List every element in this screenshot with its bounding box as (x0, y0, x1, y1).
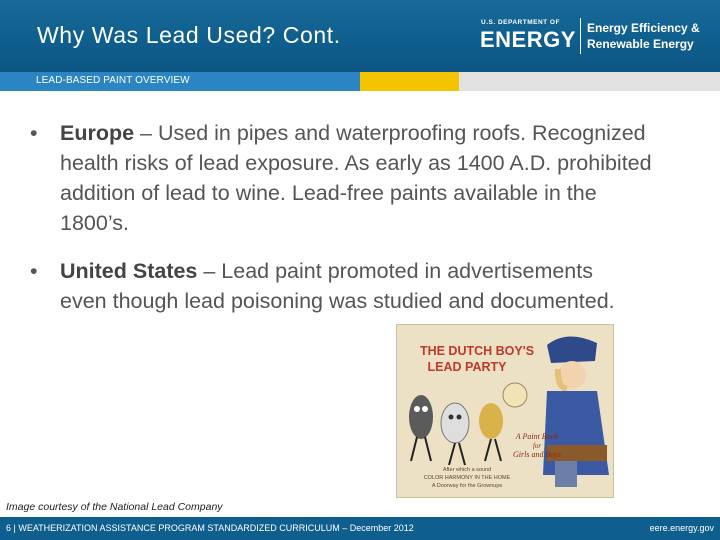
bullet-separator: – (134, 121, 158, 145)
bullet-heading: Europe (60, 121, 135, 145)
bullet-body: Used in pipes and waterproofing roofs. Recognized health risks of lead exposure. As early as 1400 A.D. prohibited addition of lead to wine. Lead-free paints available in the 1800’s. (60, 121, 652, 235)
bullet-text (60, 118, 660, 238)
bullet-text (60, 256, 630, 316)
slide-title: Why Was Lead Used? Cont. (37, 22, 341, 48)
bullet-dot-icon: • (30, 121, 38, 145)
footer-website-text: eere.energy.gov (649, 523, 714, 533)
section-band-yellow (360, 72, 459, 91)
logo-office-line-1: Energy Efficiency & (587, 21, 700, 35)
image-credit: Image courtesy of the National Lead Company (6, 501, 223, 513)
image-subtitle-line-2: for (532, 442, 542, 450)
image-bottom-line-1: After which a sound (442, 467, 492, 473)
bullet-separator: – (197, 259, 222, 283)
bullet-dot-icon: • (30, 259, 38, 283)
logo-department-line: U.S. DEPARTMENT OF (481, 19, 560, 26)
bullet-europe (30, 118, 690, 242)
logo-office-name (587, 20, 700, 52)
footer-bar (0, 517, 720, 540)
image-bottom-line-2: COLOR HARMONY IN THE HOME (423, 475, 511, 481)
doe-eere-logo (480, 16, 710, 60)
dutch-boy-lead-party-image (396, 324, 614, 498)
image-subtitle-line-1: A Paint Book (515, 432, 559, 441)
section-label: LEAD-BASED PAINT OVERVIEW (36, 75, 190, 86)
footer-curriculum-text: 6 | WEATHERIZATION ASSISTANCE PROGRAM STANDARDIZED CURRICULUM – December 2012 (6, 523, 414, 533)
logo-divider (580, 18, 581, 54)
logo-office-line-2: Renewable Energy (587, 37, 694, 51)
section-band-grey (459, 72, 720, 91)
image-title-line-1: THE DUTCH BOY'S (419, 344, 535, 358)
image-title-line-2: LEAD PARTY (427, 360, 507, 374)
bullet-body: Lead paint promoted in advertisements even though lead poisoning was studied and documented. (60, 259, 615, 313)
image-subtitle-line-3: Girls and Boys (513, 450, 561, 459)
logo-energy-wordmark: ENERGY (480, 27, 576, 52)
header-bar (0, 0, 720, 72)
bullet-heading: United States (60, 259, 198, 283)
image-bottom-line-3: A Doorway for the Grownups (431, 483, 503, 489)
